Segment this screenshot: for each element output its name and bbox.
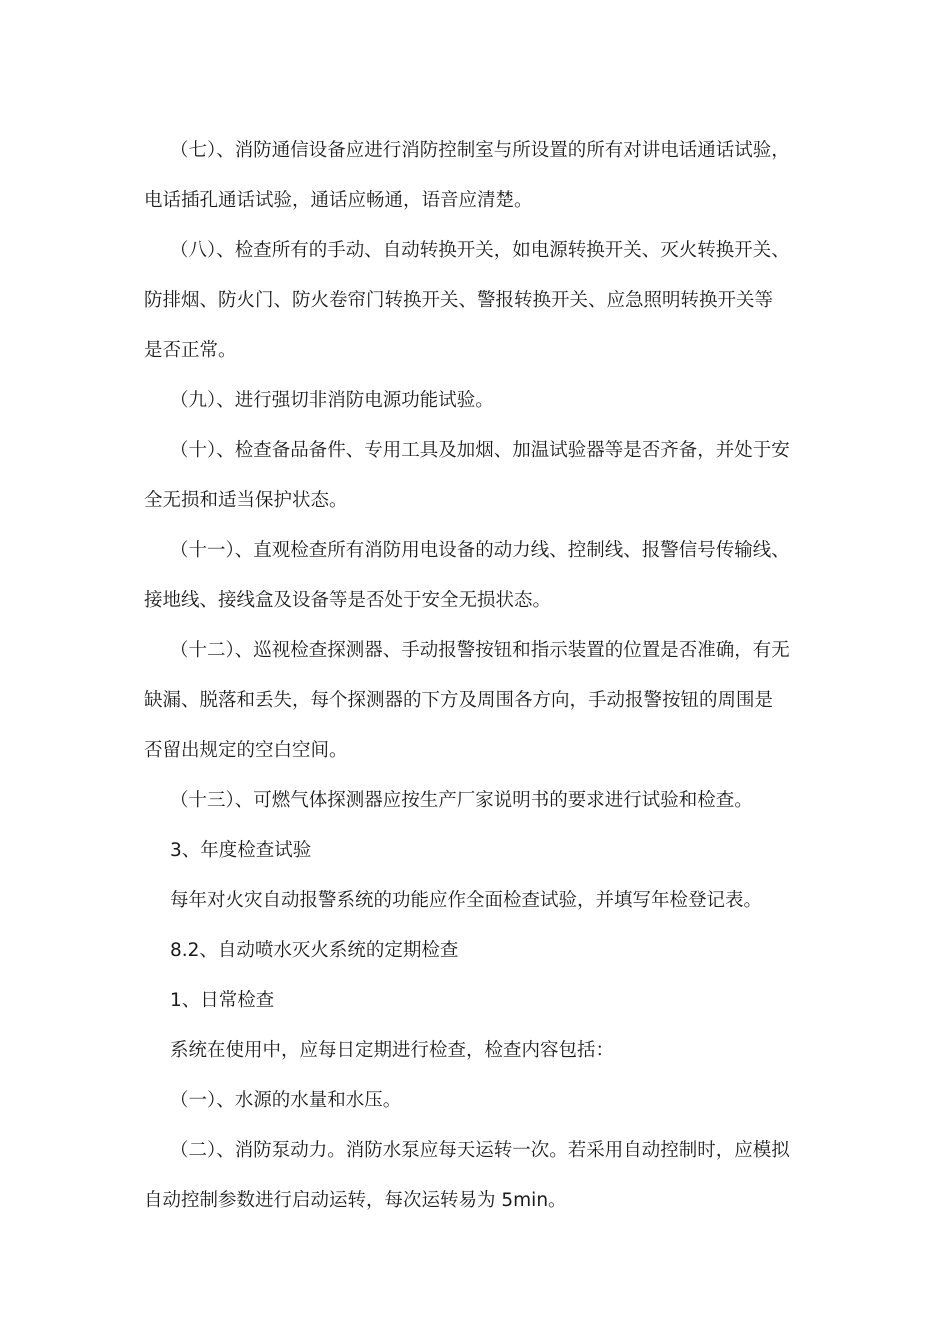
text-line: 电话插孔通话试验，通话应畅通，语音应清楚。 bbox=[144, 190, 533, 211]
text-line: （十三）、可燃气体探测器应按生产厂家说明书的要求进行试验和检查。 bbox=[170, 790, 753, 811]
text-line: （十一）、直观检查所有消防用电设备的动力线、控制线、报警信号传输线、 bbox=[170, 540, 790, 561]
text-line: 全无损和适当保护状态。 bbox=[144, 490, 348, 511]
text-line: 否留出规定的空白空间。 bbox=[144, 740, 348, 761]
text-line: （七）、消防通信设备应进行消防控制室与所设置的所有对讲电话通话试验， bbox=[170, 140, 790, 161]
text-line: （九）、进行强切非消防电源功能试验。 bbox=[170, 390, 494, 411]
text-line: （一）、水源的水量和水压。 bbox=[170, 1090, 402, 1111]
document-page bbox=[144, 126, 814, 1226]
section-heading: 8.2、自动喷水灭火系统的定期检查 bbox=[170, 940, 459, 961]
text-line: 每年对火灾自动报警系统的功能应作全面检查试验，并填写年检登记表。 bbox=[170, 890, 763, 911]
text-line: 缺漏、脱落和丢失，每个探测器的下方及周围各方向，手动报警按钮的周围是 bbox=[144, 690, 774, 711]
text-line: 自动控制参数进行启动运转，每次运转易为 5min。 bbox=[144, 1190, 567, 1211]
text-line: 防排烟、防火门、防火卷帘门转换开关、警报转换开关、应急照明转换开关等 bbox=[144, 290, 774, 311]
text-line: （十二）、巡视检查探测器、手动报警按钮和指示装置的位置是否准确，有无 bbox=[170, 640, 790, 661]
text-line: （十）、检查备品备件、专用工具及加烟、加温试验器等是否齐备，并处于安 bbox=[170, 440, 790, 461]
section-heading: 1、日常检查 bbox=[170, 990, 275, 1011]
text-line: （八）、检查所有的手动、自动转换开关，如电源转换开关、灭火转换开关、 bbox=[170, 240, 790, 261]
text-line: （二）、消防泵动力。消防水泵应每天运转一次。若采用自动控制时，应模拟 bbox=[170, 1140, 790, 1161]
text-line: 系统在使用中，应每日定期进行检查，检查内容包括： bbox=[170, 1040, 615, 1061]
text-line: 接地线、接线盒及设备等是否处于安全无损状态。 bbox=[144, 590, 552, 611]
section-heading: 3、年度检查试验 bbox=[170, 840, 312, 861]
text-line: 是否正常。 bbox=[144, 340, 237, 361]
